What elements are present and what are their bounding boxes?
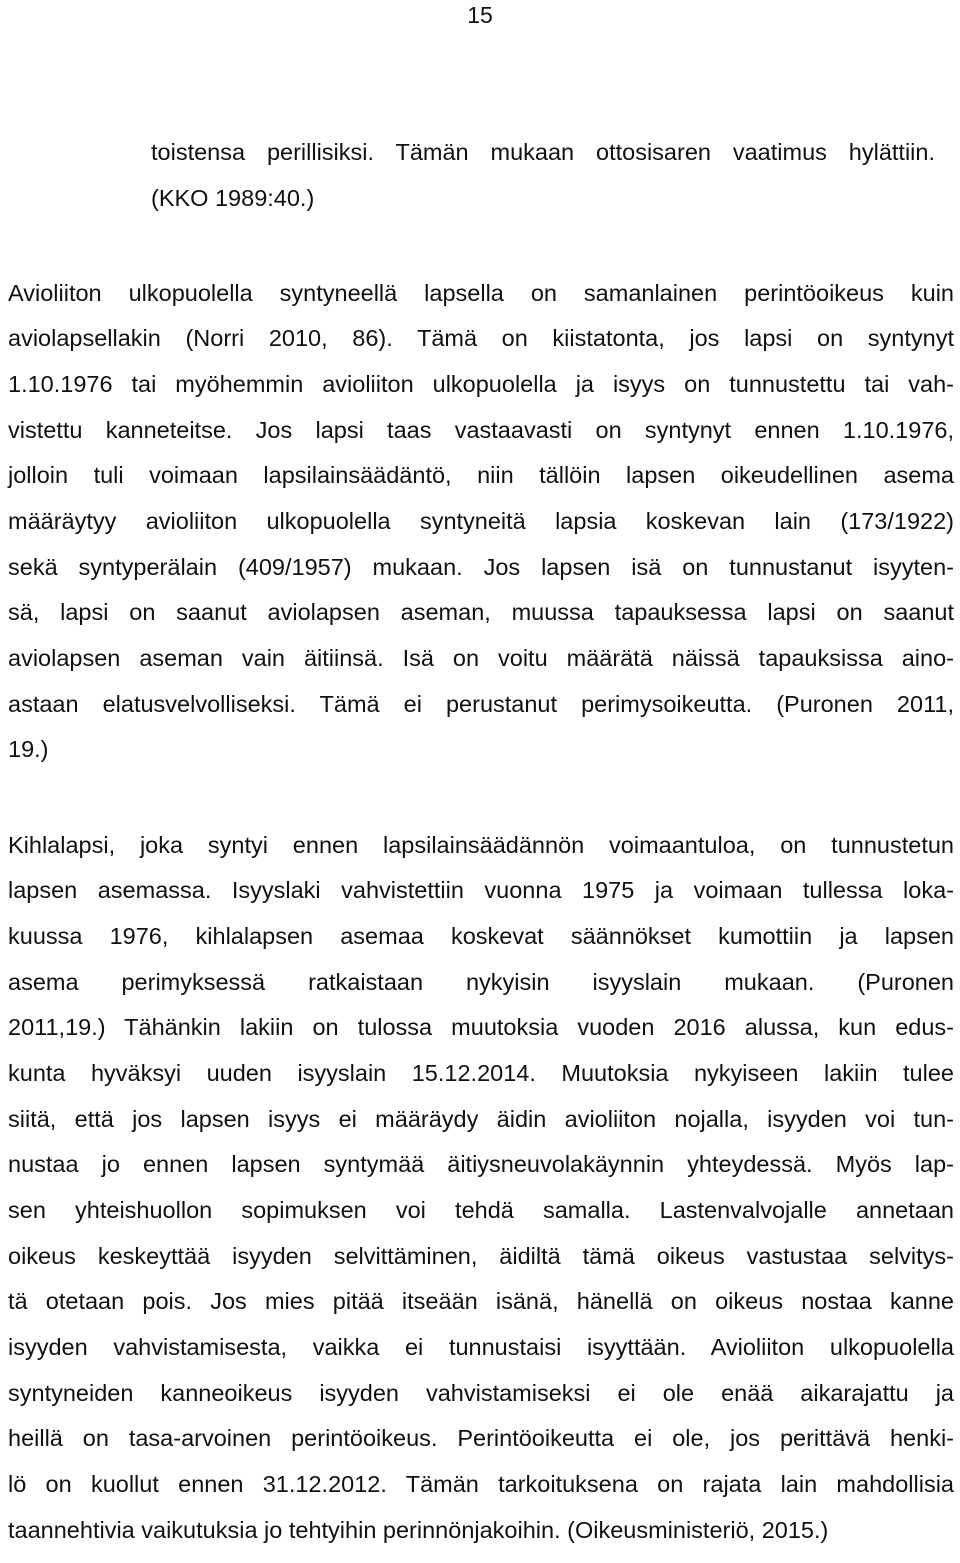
text-line: (KKO 1989:40.) — [151, 185, 315, 211]
text-line: siitä, että jos lapsen isyys ei määräydy äidin avioliiton nojalla, isyyden voi tun- — [8, 1106, 954, 1132]
text-line: taannehtivia vaikutuksia jo tehtyihin perinnönjakoihin. (Oikeusministeriö, 2015.) — [8, 1517, 829, 1543]
text-line: sä, lapsi on saanut aviolapsen aseman, muussa tapauksessa lapsi on saanut — [8, 599, 954, 625]
text-line: aviolapsen aseman vain äitiinsä. Isä on voitu määrätä näissä tapauksissa aino- — [8, 645, 954, 671]
text-line: heillä on tasa-arvoinen perintöoikeus. Perintöoikeutta ei ole, jos perittävä henki- — [8, 1425, 954, 1451]
text-line: nustaa jo ennen lapsen syntymää äitiysneuvolakäynnin yhteydessä. Myös lap- — [8, 1151, 954, 1177]
text-line: Avioliiton ulkopuolella syntyneellä lapsella on samanlainen perintöoikeus kuin — [8, 280, 954, 306]
text-line: astaan elatusvelvolliseksi. Tämä ei perustanut perimysoikeutta. (Puronen 2011, — [8, 691, 954, 717]
text-line: vistettu kanneteitse. Jos lapsi taas vastaavasti on syntynyt ennen 1.10.1976, — [8, 417, 954, 443]
text-line: isyyden vahvistamisesta, vaikka ei tunnustaisi isyyttään. Avioliiton ulkopuolella — [8, 1334, 954, 1360]
text-line: sen yhteishuollon sopimuksen voi tehdä samalla. Lastenvalvojalle annetaan — [8, 1197, 954, 1223]
text-line: sekä syntyperälain (409/1957) mukaan. Jos lapsen isä on tunnustanut isyyten- — [8, 554, 954, 580]
text-line: 1.10.1976 tai myöhemmin avioliiton ulkopuolella ja isyys on tunnustettu tai vah- — [8, 371, 954, 397]
text-line: kunta hyväksyi uuden isyyslain 15.12.2014. Muutoksia nykyiseen lakiin tulee — [8, 1060, 954, 1086]
text-line: aviolapsellakin (Norri 2010, 86). Tämä on kiistatonta, jos lapsi on syntynyt — [8, 325, 954, 351]
text-line: tä otetaan pois. Jos mies pitää itseään isänä, hänellä on oikeus nostaa kanne — [8, 1288, 954, 1314]
text-line: 2011,19.) Tähänkin lakiin on tulossa muutoksia vuoden 2016 alussa, kun edus- — [8, 1014, 954, 1040]
text-line: syntyneiden kanneoikeus isyyden vahvistamiseksi ei ole enää aikarajattu ja — [8, 1380, 954, 1406]
text-line: Kihlalapsi, joka syntyi ennen lapsilainsäädännön voimaantuloa, on tunnustetun — [8, 832, 954, 858]
page-number: 15 — [467, 2, 493, 28]
text-line: jolloin tuli voimaan lapsilainsäädäntö, niin tällöin lapsen oikeudellinen asema — [8, 462, 954, 488]
text-line: lö on kuollut ennen 31.12.2012. Tämän tarkoituksena on rajata lain mahdollisia — [8, 1471, 954, 1497]
text-line: toistensa perillisiksi. Tämän mukaan ottosisaren vaatimus hylättiin. — [151, 139, 935, 165]
text-line: lapsen asemassa. Isyyslaki vahvistettiin vuonna 1975 ja voimaan tullessa loka- — [8, 877, 954, 903]
text-line: kuussa 1976, kihlalapsen asemaa koskevat säännökset kumottiin ja lapsen — [8, 923, 954, 949]
text-line: oikeus keskeyttää isyyden selvittäminen, äidiltä tämä oikeus vastustaa selvitys- — [8, 1243, 954, 1269]
text-line: määräytyy avioliiton ulkopuolella syntyneitä lapsia koskevan lain (173/1922) — [8, 508, 954, 534]
text-line: 19.) — [8, 736, 49, 762]
text-line: asema perimyksessä ratkaistaan nykyisin isyyslain mukaan. (Puronen — [8, 969, 954, 995]
